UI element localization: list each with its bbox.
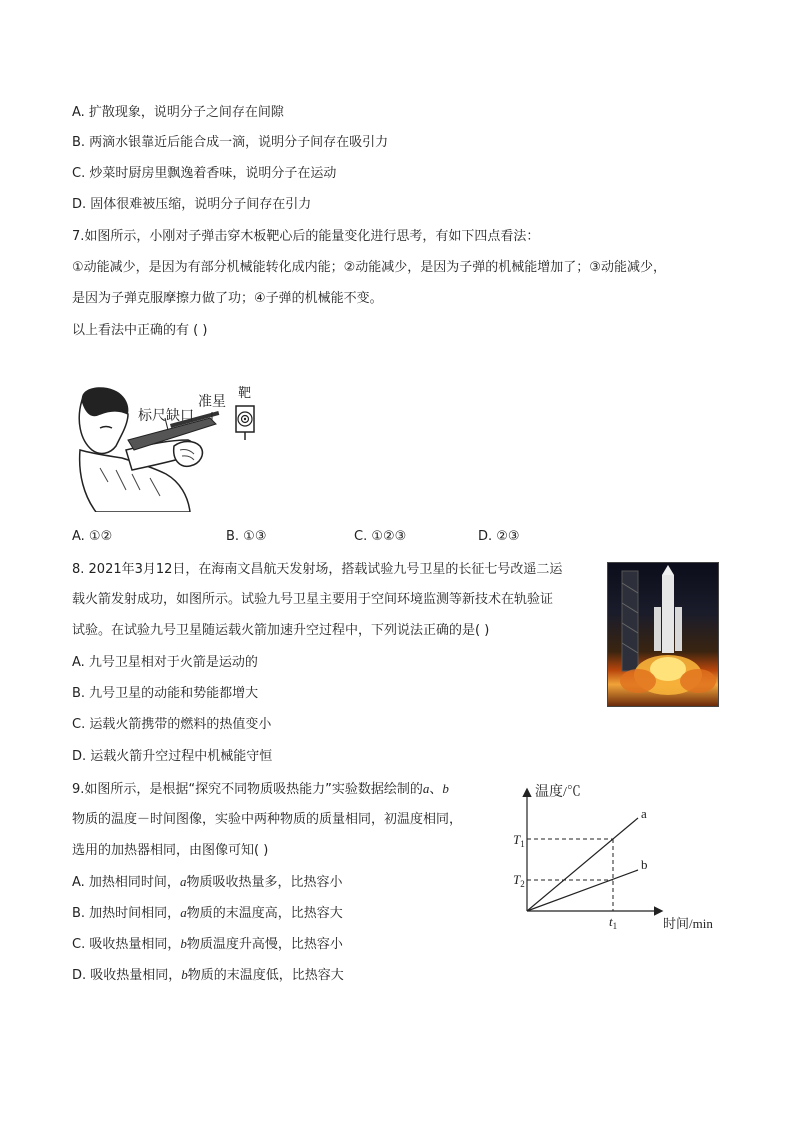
q9-option-d-post: 物质的末温度低，比热容大: [187, 968, 344, 983]
q7-option-c: C. ①②③: [354, 529, 407, 544]
q9-line-1-text: 9.如图所示，是根据“探究不同物质吸热能力”实验数据绘制的: [72, 782, 423, 797]
q9-option-a-pre: A. 加热相同时间，: [72, 875, 180, 890]
q9-option-d-var: b: [181, 967, 188, 982]
q9-option-c-post: 物质温度升高慢，比热容小: [186, 937, 343, 952]
q9-line-3: 选用的加热器相同，由图像可知( ): [72, 843, 269, 858]
q8-option-c: C. 运载火箭携带的燃料的热值变小: [72, 717, 272, 732]
graph-xlabel: 时间/min: [663, 916, 713, 931]
q9-option-a-var: a: [179, 874, 187, 889]
q9-option-d: [72, 966, 344, 985]
graph-ylabel: 温度/℃: [535, 785, 581, 800]
tick-T2: $T_2$: [513, 872, 525, 889]
tick-T1: $T_1$: [513, 832, 525, 849]
rocket-launch-photo: [607, 562, 719, 707]
q8-line-1: 8. 2021年3月12日，在海南文昌航天发射场，搭载试验九号卫星的长征七号改遥二运: [72, 562, 563, 577]
temperature-time-graph: [505, 778, 745, 938]
q9-option-c-pre: C. 吸收热量相同，: [72, 937, 181, 952]
q8-option-d: D. 运载火箭升空过程中机械能守恒: [72, 749, 273, 764]
q9-option-b-pre: B. 加热时间相同，: [72, 906, 181, 921]
q9-line-1: [72, 780, 449, 799]
q8-option-b: B. 九号卫星的动能和势能都增大: [72, 686, 259, 701]
q7-option-b: B. ①③: [226, 529, 267, 544]
q9-option-b: [72, 904, 343, 923]
q9-option-d-pre: D. 吸收热量相同，: [72, 968, 182, 983]
q7-option-a: A. ①②: [72, 529, 113, 544]
rifle-aiming-figure: [70, 384, 270, 512]
q9-var-a: a: [422, 781, 430, 796]
q9-option-a-post: 物质吸收热量多，比热容小: [186, 875, 343, 890]
q7-line-3: 是因为子弹克服摩擦力做了功；④子弹的机械能不变。: [72, 291, 383, 306]
q6-option-d: D. 固体很难被压缩，说明分子间存在引力: [72, 197, 312, 212]
q7-option-d: D. ②③: [478, 529, 520, 544]
q6-option-a: A. 扩散现象，说明分子之间存在间隙: [72, 105, 284, 120]
line-a: [527, 818, 638, 911]
q9-sep: 、: [429, 782, 443, 797]
q6-option-b: B. 两滴水银靠近后能合成一滴，说明分子间存在吸引力: [72, 135, 389, 150]
q9-option-b-var: a: [180, 905, 187, 920]
tick-t1: $t_1$: [609, 914, 618, 931]
label-line-b: b: [641, 857, 648, 872]
label-target: 靶: [238, 385, 252, 400]
q7-stem: 7.如图所示，小刚对子弹击穿木板靶心后的能量变化进行思考，有如下四点看法：: [72, 229, 540, 244]
label-rear-sight: 标尺缺口: [138, 409, 194, 424]
label-line-a: a: [641, 806, 647, 821]
q9-option-c: [72, 935, 343, 954]
q8-line-3: 试验。在试验九号卫星随运载火箭加速升空过程中，下列说法正确的是( ): [72, 623, 490, 638]
q9-option-a: [72, 873, 342, 892]
q8-option-a: A. 九号卫星相对于火箭是运动的: [72, 655, 258, 670]
q6-option-c: C. 炒菜时厨房里飘逸着香味，说明分子在运动: [72, 166, 337, 181]
q9-option-b-post: 物质的末温度高，比热容大: [186, 906, 343, 921]
q7-line-4: 以上看法中正确的有 ( ): [72, 323, 208, 338]
q9-line-2: 物质的温度－时间图像，实验中两种物质的质量相同，初温度相同，: [72, 812, 463, 827]
q8-line-2: 载火箭发射成功，如图所示。试验九号卫星主要用于空间环境监测等新技术在轨验证: [72, 592, 554, 607]
q7-line-2: ①动能减少，是因为有部分机械能转化成内能；②动能减少，是因为子弹的机械能增加了；③动能减少，: [72, 260, 666, 275]
line-b: [527, 870, 638, 911]
q9-option-c-var: b: [180, 936, 187, 951]
label-front-sight: 准星: [198, 395, 226, 410]
q9-var-b: b: [442, 781, 449, 796]
